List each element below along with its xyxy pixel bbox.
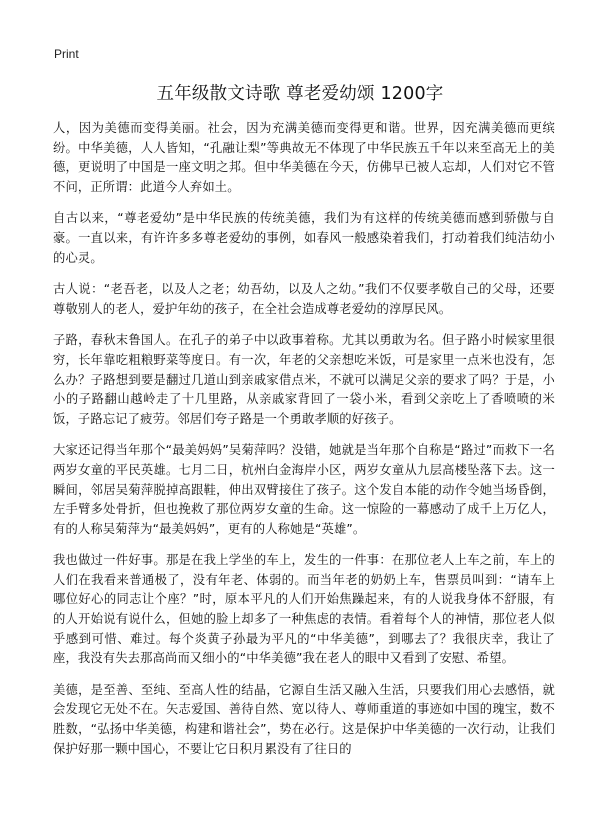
paragraph-1: 人，因为美德而变得美丽。社会，因为充满美德而变得更和谐。世界，因充满美德而更缤纷。中华美德，人人皆知，“孔融让梨”等典故无不体现了中华民族五千年以来至高无上的美德，更说明了中国是一座文明之邦。但中华美德在今天，仿佛早已被人忘却，人们对它不管不问，正所谓：此道今人弃如土。 [53,121,555,194]
article-body [53,119,555,771]
page-title: 五年级散文诗歌 尊老爱幼颂 1200字 [156,84,444,104]
print-link[interactable]: Print [54,47,79,61]
paragraph-3: 古人说：“老吾老，以及人之老；幼吾幼，以及人之幼。”我们不仅要孝敬自己的父母，还要尊敬别人的老人，爱护年幼的孩子，在全社会造成尊老爱幼的淳厚民风。 [53,282,555,316]
paragraph-7: 美德，是至善、至纯、至高人性的结晶，它源自生活又融入生活，只要我们用心去感悟，就会发现它无处不在。矢志爱国、善待自然、宽以待人、尊师重道的事迹如中国的瑰宝，数不胜数，“弘扬中华美德，构建和谐社会”，势在必行。这是保护中华美德的一次行动，让我们保护好那一颗中国心，不要让它日积月累没有了往日的 [53,682,555,756]
paragraph-6: 我也做过一件好事。那是在我上学坐的车上，发生的一件事：在那位老人上车之前，车上的人们在我看来普通极了，没有年老、体弱的。而当年老的奶奶上车，售票员叫到：“请车上哪位好心的同志让个座？”时，原本平凡的人们开始焦躁起来，有的人说我身体不舒服，有的人开始说有说什么，但她的脸上却多了一种焦虑的表情。看着每个人的神情，那位老人似乎感到可惜、难过。每个炎黄子孙最为平凡的“中华美德”，到哪去了？我很庆幸，我让了座，我没有失去那高尚而又细小的“中华美德”我在老人的眼中又看到了安慰、希望。 [53,553,555,666]
paragraph-2: 自古以来，“尊老爱幼”是中华民族的传统美德，我们为有这样的传统美德而感到骄傲与自豪。一直以来，有许许多多尊老爱幼的事例，如春风一般感染着我们，打动着我们纯洁幼小的心灵。 [53,211,555,265]
paragraph-5: 大家还记得当年那个“最美妈妈”吴菊萍吗？没错，她就是当年那个自称是“路过”而救下一名两岁女童的平民英雄。七月二日，杭州白金海岸小区，两岁女童从九层高楼坠落下去。这一瞬间，邻居吴菊萍脱掉高跟鞋，伸出双臂接住了孩子。这个发自本能的动作令她当场昏倒，左手臂多处骨折，但也挽救了那位两岁女童的生命。这一惊险的一幕感动了成千上万亿人，有的人称吴菊萍为“最美妈妈”，更有的人称她是“英雄”。 [53,443,555,536]
paragraph-4: 子路，春秋末鲁国人。在孔子的弟子中以政事着称。尤其以勇敢为名。但子路小时候家里很穷，长年靠吃粗粮野菜等度日。有一次，年老的父亲想吃米饭，可是家里一点米也没有，怎么办？子路想到要是翻过几道山到亲戚家借点米，不就可以满足父亲的要求了吗？于是，小小的子路翻山越岭走了十几里路，从亲戚家背回了一袋小米，看到父亲吃上了香喷喷的米饭，子路忘记了疲劳。邻居们夸子路是一个勇敢孝顺的好孩子。 [53,333,555,426]
